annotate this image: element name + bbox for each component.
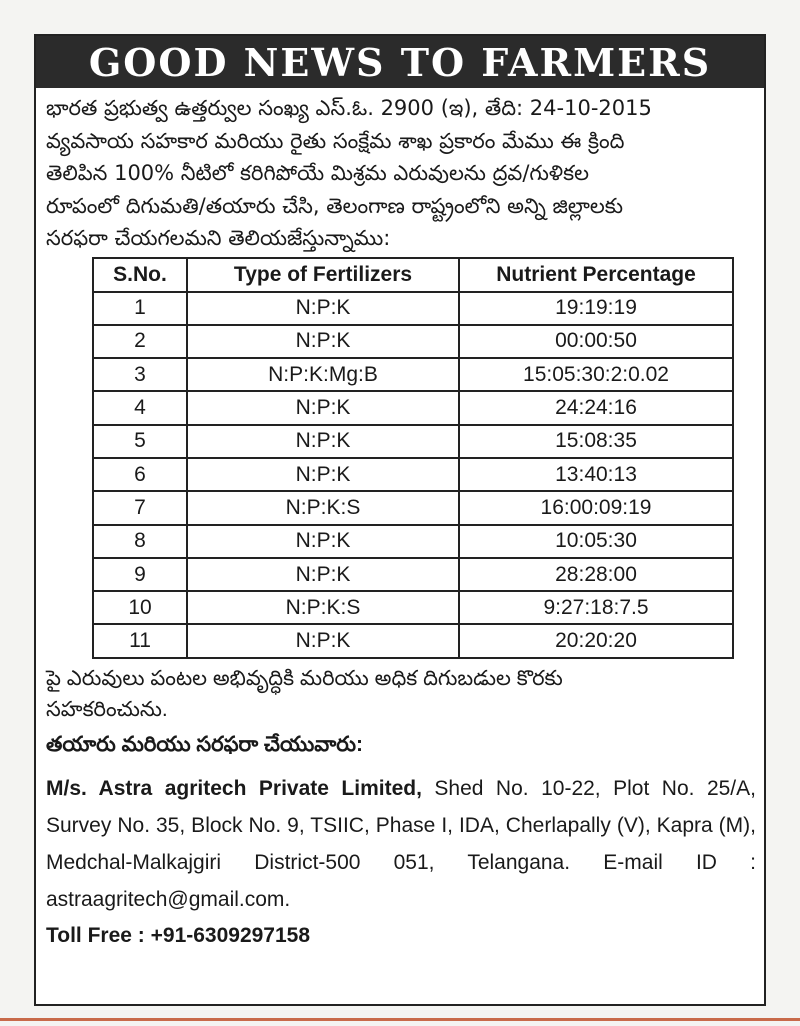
headline: GOOD NEWS TO FARMERS xyxy=(36,36,764,88)
address-block xyxy=(46,770,756,918)
table-row xyxy=(93,425,733,458)
table-row xyxy=(93,624,733,657)
cell-sno: 5 xyxy=(93,425,187,458)
benefit-line: సహకరించును. xyxy=(46,697,168,721)
table-row xyxy=(93,525,733,558)
manufacturer-heading: తయారు మరియు సరఫరా చేయువారు: xyxy=(46,732,364,756)
cell-sno: 11 xyxy=(93,624,187,657)
cell-sno: 1 xyxy=(93,292,187,325)
table-row xyxy=(93,358,733,391)
cell-nutrient: 10:05:30 xyxy=(459,525,733,558)
header-nutrient: Nutrient Percentage xyxy=(459,258,733,292)
cell-nutrient: 16:00:09:19 xyxy=(459,491,733,524)
fertilizer-table xyxy=(92,257,734,659)
cell-type: N:P:K:S xyxy=(187,591,459,624)
cell-sno: 2 xyxy=(93,325,187,358)
cell-type: N:P:K:S xyxy=(187,491,459,524)
cell-type: N:P:K xyxy=(187,391,459,424)
cell-type: N:P:K xyxy=(187,325,459,358)
table-row xyxy=(93,292,733,325)
cell-nutrient: 9:27:18:7.5 xyxy=(459,591,733,624)
benefit-paragraph xyxy=(46,663,756,725)
table-body xyxy=(93,292,733,658)
cell-type: N:P:K xyxy=(187,458,459,491)
intro-line: భారత ప్రభుత్వ ఉత్తర్వుల సంఖ్య ఎస్.ఓ. 2900 (ఇ), తేది: 24-10-2015 xyxy=(46,96,652,120)
cell-sno: 8 xyxy=(93,525,187,558)
company-address: Shed No. 10-22, Plot No. 25/A, Survey No. 35, Block No. 9, TSIIC, Phase I, IDA, Cherlapally (V), Kapra (M), Medchal-Malkajgiri District-500 051, Telangana. E-mail ID : astraagritech@gmail.com. xyxy=(46,776,756,911)
intro-line: రూపంలో దిగుమతి/తయారు చేసి, తెలంగాణ రాష్ట్రంలోని అన్ని జిల్లాలకు xyxy=(46,193,623,218)
cell-nutrient: 24:24:16 xyxy=(459,391,733,424)
cell-sno: 3 xyxy=(93,358,187,391)
cell-type: N:P:K xyxy=(187,624,459,657)
table-header-row xyxy=(93,258,733,292)
cell-nutrient: 15:08:35 xyxy=(459,425,733,458)
intro-paragraph xyxy=(46,92,756,255)
cell-nutrient: 20:20:20 xyxy=(459,624,733,657)
bottom-divider xyxy=(0,1018,800,1021)
cell-sno: 4 xyxy=(93,391,187,424)
cell-nutrient: 28:28:00 xyxy=(459,558,733,591)
advertisement xyxy=(34,34,766,1006)
table-row xyxy=(93,491,733,524)
table-row xyxy=(93,458,733,491)
cell-sno: 10 xyxy=(93,591,187,624)
table-row xyxy=(93,558,733,591)
cell-type: N:P:K xyxy=(187,292,459,325)
cell-nutrient: 00:00:50 xyxy=(459,325,733,358)
company-name: M/s. Astra agritech Private Limited, xyxy=(46,776,422,800)
cell-type: N:P:K:Mg:B xyxy=(187,358,459,391)
intro-line: వ్యవసాయ సహకార మరియు రైతు సంక్షేమ శాఖ ప్రకారం మేము ఈ క్రింది xyxy=(46,128,625,153)
intro-line: సరఫరా చేయగలమని తెలియజేస్తున్నాము: xyxy=(46,226,391,250)
intro-line: తెలిపిన 100% నీటిలో కరిగిపోయే మిశ్రమ ఎరువులను ద్రవ/గుళికల xyxy=(46,161,589,185)
cell-type: N:P:K xyxy=(187,425,459,458)
cell-nutrient: 19:19:19 xyxy=(459,292,733,325)
cell-type: N:P:K xyxy=(187,558,459,591)
header-type: Type of Fertilizers xyxy=(187,258,459,292)
header-sno: S.No. xyxy=(93,258,187,292)
cell-sno: 9 xyxy=(93,558,187,591)
table-row xyxy=(93,325,733,358)
toll-free-number: Toll Free : +91-6309297158 xyxy=(46,923,311,947)
benefit-line: పై ఎరువులు పంటల అభివృద్ధికి మరియు అధిక దిగుబడుల కొరకు xyxy=(46,666,563,690)
cell-nutrient: 15:05:30:2:0.02 xyxy=(459,358,733,391)
table-row xyxy=(93,591,733,624)
table-row xyxy=(93,391,733,424)
cell-type: N:P:K xyxy=(187,525,459,558)
cell-sno: 7 xyxy=(93,491,187,524)
cell-sno: 6 xyxy=(93,458,187,491)
cell-nutrient: 13:40:13 xyxy=(459,458,733,491)
